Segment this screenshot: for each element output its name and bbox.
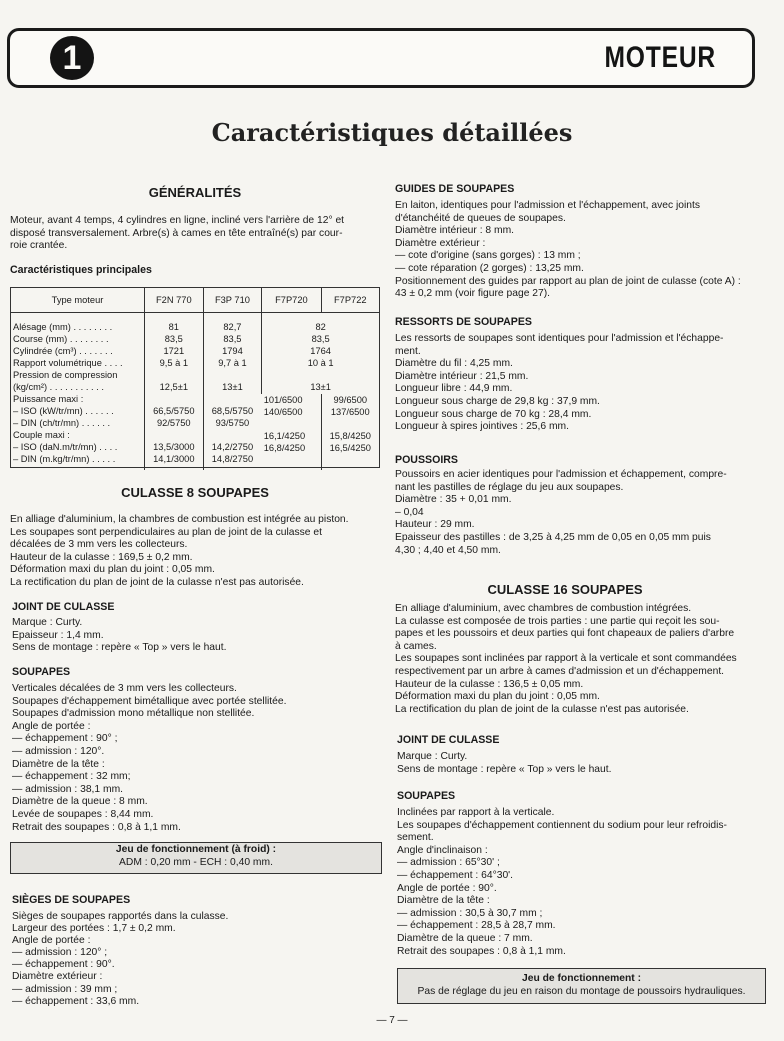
soupapes16-heading: SOUPAPES [397,790,456,802]
jeu8-value: ADM : 0,20 mm - ECH : 0,40 mm. [119,857,273,868]
table-header: Type moteur [11,288,145,313]
table-header: F7P720 [262,288,321,313]
jeu16-value: Pas de réglage du jeu en raison du montage de poussoirs hydrauliques. [417,986,746,997]
table-col-f2n770: 81 83,5 1721 9,5 à 1 12,5±1 66,5/5750 92/5750 13,5/3000 14,1/3000 [145,313,204,471]
table-row-labels: Alésage (mm) . . . . . . . . Course (mm) . . . . . . . . Cylindrée (cm³) . . . . . . . Rapport volumétrique . . . . Pression de compression (kg/cm²) . . . . . . . . . . . Puissance maxi : – ISO (kW/tr/mn) . . . . . . – DIN (ch/tr/mn) . . . . . . Couple maxi : – ISO (daN.m/tr/mn) . . . . – DIN (m.kg/tr/mn) . . . . . [13,322,123,464]
joint8-text: Marque : Curty. Epaisseur : 1,4 mm. Sens de montage : repère « Top » vers le haut. [12,617,227,654]
soupapes8-text: Verticales décalées de 3 mm vers les collecteurs. Soupapes d'échappement bimétallique avec portée stellitée. Soupapes d'admission mono métallique non stellitée. Angle de portée : — échappement : 90° ; — admission : 120°. Diamètre de la tête : — échappement : 32 mm; — admission : 38,1 mm. Diamètre de la queue : 8 mm. Levée de soupapes : 8,44 mm. Retrait des soupapes : 0,8 à 1,1 mm. [12,683,287,833]
table-col-f7p-shared: 82 83,5 1764 10 à 1 13±1 [262,313,379,395]
chapter-title: MOTEUR [604,41,716,74]
page-number: — 7 — [376,1015,408,1026]
chapter-number-badge: 1 [50,36,94,80]
generalites-text: Moteur, avant 4 temps, 4 cylindres en ligne, incliné vers l'arrière de 12° et disposé transversalement. Arbre(s) à cames en tête entraîné(s) par cour- roie crantée. [10,215,345,252]
culasse8-text: En alliage d'aluminium, la chambres de combustion est intégrée au piston. Les soupapes sont perpendiculaires au plan de joint de la culasse et décalées de 3 mm vers les collecteurs. Hauteur de la culasse : 169,5 ± 0,2 mm. Déformation maxi du plan du joint : 0,05 mm. La rectification du plan de joint de la culasse n'est pas autorisée. [10,514,349,588]
table-header: F7P722 [321,288,379,313]
culasse16-heading: CULASSE 16 SOUPAPES [487,582,643,597]
table-header-row [11,288,379,313]
poussoirs-heading: POUSSOIRS [395,454,458,466]
page-title: Caractéristiques détaillées [211,118,573,147]
table-col-f3p710: 82,7 83,5 1794 9,7 à 1 13±1 68,5/5750 93/5750 14,2/2750 14,8/2750 [203,313,262,471]
carac-heading: Caractéristiques principales [10,264,152,276]
jeu-fonctionnement-8-box [10,842,382,874]
joint16-text: Marque : Curty. Sens de montage : repère « Top » vers le haut. [397,751,612,775]
generalites-heading: GÉNÉRALITÉS [148,185,242,200]
culasse16-text: En alliage d'aluminium, avec chambres de combustion intégrées. La culasse est composée de trois parties : une partie qui reçoit les sou- papes et les poussoirs et deux parties qui font chapeaux de paliers d'arbre à cames. Les soupapes sont inclinées par rapport à la verticale et sont commandées respectivement par un arbre à cames d'admission et un d'échappement. Hauteur de la culasse : 136,5 ± 0,05 mm. Déformation maxi du plan du joint : 0,05 mm. La rectification du plan de joint de la culasse n'est pas autorisée. [395,603,737,715]
joint16-heading: JOINT DE CULASSE [397,734,500,746]
chapter-header [7,28,755,88]
jeu16-title: Jeu de fonctionnement : [522,973,641,984]
poussoirs-text: Poussoirs en acier identiques pour l'admission et échappement, compre- nant les pastilles de réglage du jeu aux soupapes. Diamètre : 35 + 0,01 mm. – 0,04 Hauteur : 29 mm. Epaisseur des pastilles : de 3,25 à 4,25 mm de 0,05 en 0,05 mm puis 4,30 ; 4,40 et 4,50 mm. [395,469,727,556]
jeu-fonctionnement-16-box [397,968,766,1004]
ressorts-heading: RESSORTS DE SOUPAPES [395,316,532,328]
table-col-f7p722: 99/6500 137/6500 15,8/4250 16,5/4250 [321,394,379,470]
guides-text: En laiton, identiques pour l'admission et l'échappement, avec joints d'étanchéité de queues de soupapes. Diamètre intérieur : 8 mm. Diamètre extérieur : — cote d'origine (sans gorges) : 13 mm ; — cote réparation (2 gorges) : 13,25 mm. Positionnement des guides par rapport au plan de joint de culasse (cote A) : 43 ± 0,2 mm (voir figure page 27). [395,200,741,300]
soupapes8-heading: SOUPAPES [12,666,71,678]
table-row [11,313,379,395]
jeu8-title: Jeu de fonctionnement (à froid) : [115,844,277,855]
sieges-text: Sièges de soupapes rapportés dans la culasse. Largeur des portées : 1,7 ± 0,2 mm. Angle de portée : — admission : 120° ; — échappement : 90°. Diamètre extérieur : — admission : 39 mm ; — échappement : 33,6 mm. [12,911,229,1007]
table-header: F2N 770 [145,288,204,313]
guides-heading: GUIDES DE SOUPAPES [395,183,515,195]
table-header: F3P 710 [203,288,262,313]
ressorts-text: Les ressorts de soupapes sont identiques pour l'admission et l'échappe- ment. Diamètre du fil : 4,25 mm. Diamètre intérieur : 21,5 mm. Longueur libre : 44,9 mm. Longueur sous charge de 29,8 kg : 37,9 mm. Longueur sous charge de 70 kg : 28,4 mm. Longueur à spires jointives : 25,6 mm. [395,333,724,433]
culasse8-heading: CULASSE 8 SOUPAPES [121,485,269,500]
sieges-heading: SIÈGES DE SOUPAPES [12,894,131,906]
table-col-f7p720: 101/6500 140/6500 16,1/4250 16,8/4250 [263,395,306,453]
joint8-heading: JOINT DE CULASSE [12,601,115,613]
engine-spec-table [10,287,380,468]
soupapes16-text: Inclinées par rapport à la verticale. Les soupapes d'échappement contiennent du sodium pour leur refroidis- sement. Angle d'inclinaison : — admission : 65°30' ; — échappement : 64°30'. Angle de portée : 90°. Diamètre de la tête : — admission : 30,5 à 30,7 mm ; — échappement : 28,5 à 28,7 mm. Diamètre de la queue : 7 mm. Retrait des soupapes : 0,8 à 1,1 mm. [397,807,727,957]
